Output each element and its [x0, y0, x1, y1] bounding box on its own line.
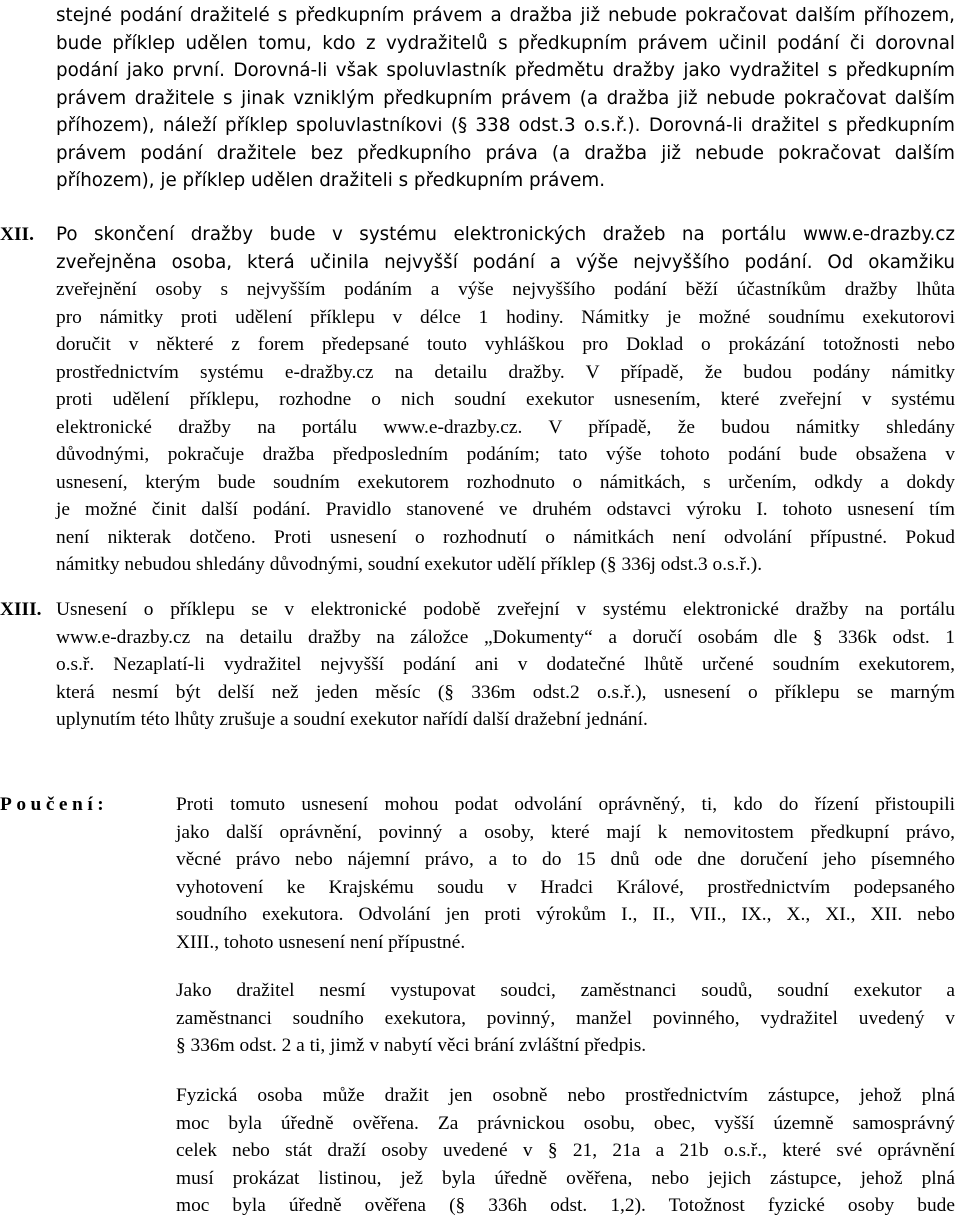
text-line: zveřejněna osoba, která učinila nejvyšší podání a výše nejvyššího podání. Od okamžiku [56, 251, 955, 273]
text-line: XIII., tohoto usnesení není přípustné. [176, 931, 466, 953]
text-line: celek nebo stát draží osoby uvedené v § 21, 21a a 21b o.s.ř., které své oprávnění [176, 1140, 955, 1161]
text-line: zaměstnanci soudního exekutora, povinný, manžel povinného, vydražitel uvedený v [176, 1007, 955, 1029]
text-line: Proti tomuto usnesení mohou podat odvolání oprávněný, ti, kdo do řízení přistoupili [176, 794, 955, 815]
section-xii-body [56, 221, 955, 579]
text-line: Jako dražitel nesmí vystupovat soudci, zaměstnanci soudů, soudní exekutor a [176, 980, 955, 1001]
poucen-paragraph-2 [176, 977, 955, 1060]
text-line: není nikterak dotčeno. Proti usnesení o rozhodnutí o námitkách není odvolání přípustné. Pokud [56, 526, 955, 548]
text-line: soudního exekutora. Odvolání jen proti výrokům I., II., VII., IX., X., XI., XII. nebo [176, 904, 955, 925]
text-line: Po skončení dražby bude v systému elektronických dražeb na portálu www.e-drazby.cz [56, 224, 955, 245]
text-line: moc byla úředně ověřena. Za právnickou osobu, obec, vyšší územně samosprávný [176, 1112, 955, 1134]
text-line: věcné právo nebo nájemní právo, a to do 15 dnů ode dne doručení jeho písemného [176, 849, 955, 870]
text-line: o.s.ř. Nezaplatí-li vydražitel nejvyšší podání ani v dodatečné lhůtě určené soudním exekutorem, [56, 654, 955, 675]
text-line: www.e-drazby.cz na detailu dražby na záložce „Dokumenty“ a doručí osobám dle § 336k odst. 1 [56, 626, 955, 648]
text-line: moc byla úředně ověřena (§ 336h odst. 1,2). Totožnost fyzické osoby bude [176, 1195, 955, 1216]
section-number: XIII. [0, 599, 42, 620]
text-line: proti udělení příklepu, rozhodne o nich soudní exekutor usnesením, které zveřejní v systému [56, 389, 955, 410]
text-line: příhozem), náleží příklep spoluvlastníkovi (§ 338 odst.3 o.s.ř.). Dorovná-li dražitel s předkupním [56, 115, 955, 136]
text-line: doručit v některé z forem předepsané touto vyhláškou pro Doklad o prokázání totožnosti nebo [56, 334, 955, 355]
text-line: usnesení, kterým bude soudním exekutorem rozhodnuto o námitkách, s určením, odkdy a dokdy [56, 471, 955, 493]
text-line: bude příklep udělen tomu, kdo z vydražitelů s předkupním právem učinil podání či dorovnal [56, 32, 955, 54]
text-line: elektronické dražby na portálu www.e-drazby.cz. V případě, že budou námitky shledány [56, 416, 955, 438]
text-line: podání jako první. Dorovná-li však spoluvlastník předmětu dražby jako vydražitel s předkupním [56, 60, 955, 81]
poucen-paragraph-3 [176, 1082, 955, 1220]
poucen-heading: Poučení: [0, 794, 109, 815]
text-line: právem dražitele s jinak vzniklým předkupním právem (a dražba již nebude pokračovat dalším [56, 87, 955, 109]
text-line: důvodnými, pokračuje dražba předposledním podáním; tato výše tohoto podání bude obsažena v [56, 444, 955, 465]
text-line: námitky nebudou shledány důvodnými, soudní exekutor udělí příklep (§ 336j odst.3 o.s.ř.). [56, 554, 763, 575]
text-line: zveřejnění osoby s nejvyšším podáním a výše nejvyššího podání běží účastníkům dražby lhůta [56, 279, 955, 300]
text-line: § 336m odst. 2 a ti, jimž v nabytí věci brání zvláštní předpis. [176, 1035, 647, 1056]
text-line: stejné podání dražitelé s předkupním právem a dražba již nebude pokračovat dalším příhozem, [56, 5, 955, 26]
text-line: je možné činit další podání. Pravidlo stanovené ve druhém odstavci výroku I. tohoto usnesení tím [56, 499, 955, 520]
section-xiii-body [56, 596, 955, 734]
text-line: vyhotovení ke Krajskému soudu v Hradci Králové, prostřednictvím podepsaného [176, 876, 955, 898]
text-line: musí prokázat listinou, jež byla úředně ověřena, nebo jejich zástupce, jehož plná [176, 1167, 955, 1189]
text-line: Fyzická osoba může dražit jen osobně nebo prostřednictvím zástupce, jehož plná [176, 1085, 955, 1106]
text-line: právem podání dražitele bez předkupního práva (a dražba již nebude pokračovat dalším [56, 142, 955, 164]
text-line: která nesmí být delší než jeden měsíc (§ 336m odst.2 o.s.ř.), usnesení o příklepu se marným [56, 681, 955, 703]
section-number: XII. [0, 224, 34, 245]
text-line: uplynutím této lhůty zrušuje a soudní exekutor nařídí další dražební jednání. [56, 709, 648, 730]
intro-paragraph [56, 2, 955, 195]
text-line: prostřednictvím systému e-dražby.cz na detailu dražby. V případě, že budou podány námitky [56, 361, 955, 383]
text-line: příhozem), je příklep udělen dražiteli s předkupním právem. [56, 170, 605, 191]
text-line: pro námitky proti udělení příklepu v délce 1 hodiny. Námitky je možné soudnímu exekutorovi [56, 306, 955, 328]
text-line: jako další oprávnění, povinný a osoby, které mají k nemovitostem předkupní právo, [176, 821, 955, 843]
poucen-paragraph-1 [176, 791, 955, 956]
text-line: Usnesení o příklepu se v elektronické podobě zveřejní v systému elektronické dražby na portálu [56, 599, 955, 620]
